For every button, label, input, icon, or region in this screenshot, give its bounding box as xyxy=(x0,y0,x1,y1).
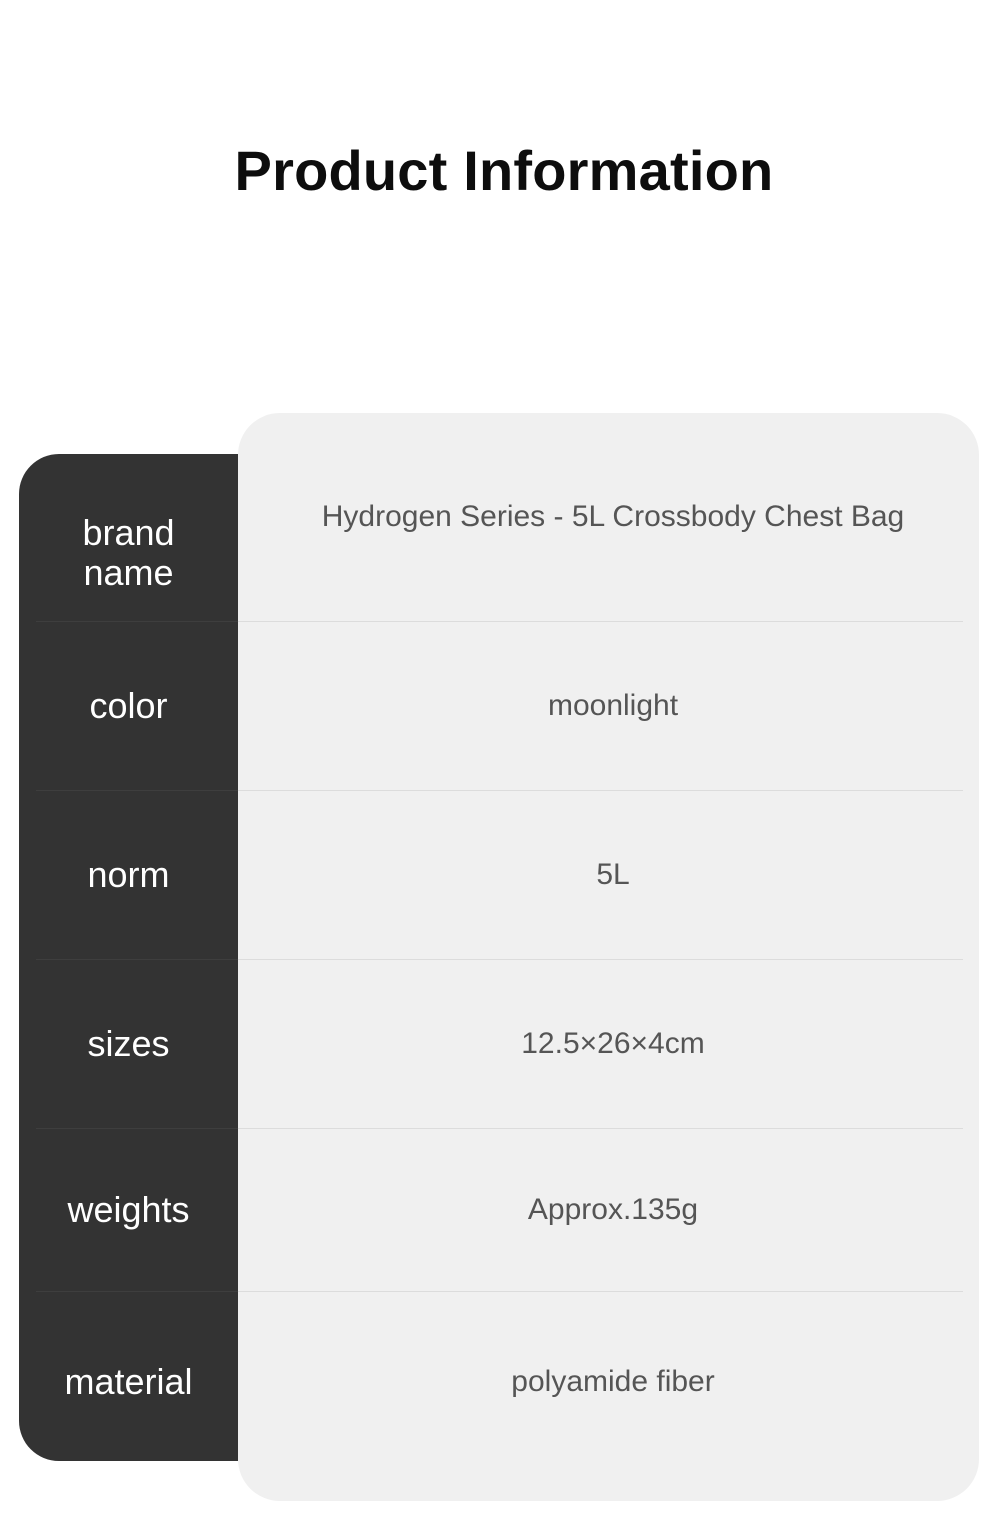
row-value-brand-name: Hydrogen Series - 5L Crossbody Chest Bag xyxy=(321,500,905,533)
row-value-color: moonlight xyxy=(547,688,679,722)
table-row xyxy=(0,959,1000,1128)
row-label-sizes: sizes xyxy=(87,1022,170,1064)
row-label-color: color xyxy=(89,684,168,726)
table-row xyxy=(0,1291,1000,1473)
row-value-norm: 5L xyxy=(596,857,630,891)
table-row xyxy=(0,1128,1000,1291)
row-label-weights: weights xyxy=(67,1188,190,1230)
row-value-sizes: 12.5×26×4cm xyxy=(521,1026,705,1060)
row-label-norm: norm xyxy=(87,853,170,895)
table-row xyxy=(0,790,1000,959)
page-title: Product Information xyxy=(234,139,774,202)
table-row xyxy=(0,458,1000,621)
table-row xyxy=(0,621,1000,790)
row-label-brand-name: brand name xyxy=(82,511,175,593)
row-label-material: material xyxy=(64,1361,193,1402)
row-value-weights: Approx.135g xyxy=(527,1192,699,1226)
row-value-material: polyamide fiber xyxy=(511,1365,715,1398)
